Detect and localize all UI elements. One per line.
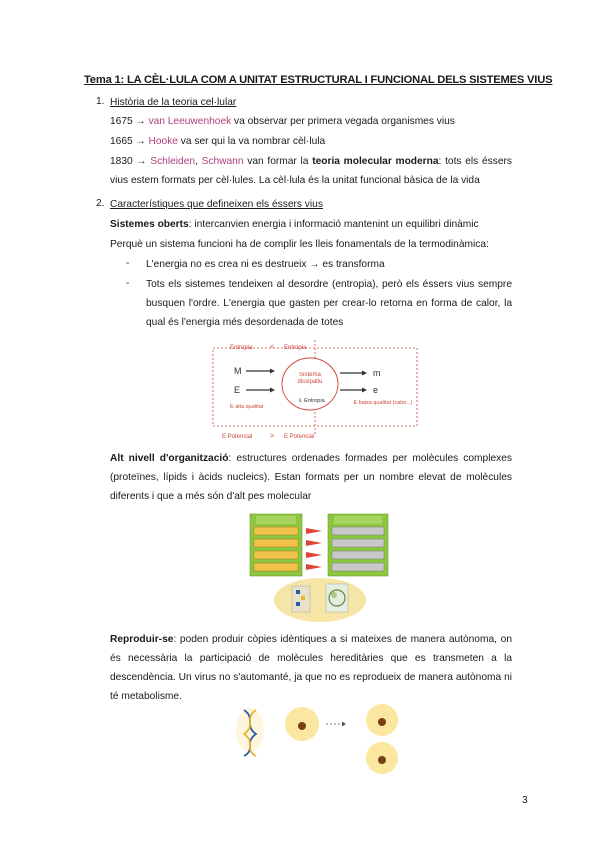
name-separator: ,: [195, 156, 202, 167]
bullet-marker-2: -: [126, 278, 130, 289]
leeuwenhoek-name: van Leeuwenhoek: [148, 116, 232, 127]
bullet-energy: L'energia no es crea ni es destrueix → es transforma: [146, 259, 385, 270]
potential-left-label: E Potencial: [222, 434, 253, 440]
open-systems-paragraph: [110, 218, 479, 232]
arrow-3: [306, 552, 322, 558]
low-quality-label: E baixa qualitat (calor...): [353, 400, 413, 406]
dissipative-system-label-box: [286, 372, 334, 392]
history-line-1-text: va observar per primera vegada organismes vius: [231, 116, 455, 127]
parent-nucleus: [298, 722, 306, 730]
section-1-number: 1.: [96, 96, 105, 107]
dna-block-1: [296, 590, 300, 594]
macromolecule-row-3: [332, 551, 384, 559]
high-quality-label: E alta qualitat: [230, 404, 264, 410]
thermo-intro: Perquè un sistema funcioni ha de complir les lleis fonamentals de la termodinàmica:: [110, 239, 489, 250]
macromolecule-ellipse: [274, 578, 366, 622]
macromolecule-row-1: [332, 527, 384, 535]
organization-term: Alt nivell d'organització: [110, 453, 229, 464]
page-title: Tema 1: LA CÈL·LULA COM A UNITAT ESTRUCTURAL I FUNCIONAL DELS SISTEMES VIUS: [84, 74, 553, 86]
history-line-3: [110, 152, 512, 190]
section-2-heading: Característiques que defineixen els éssers vius: [110, 199, 323, 210]
schleiden-name: Schleiden: [150, 156, 196, 167]
history-line-3-mid: van formar la: [243, 156, 313, 167]
bullet-entropy: Tots els sistemes tendeixen al desordre (entropia), però els éssers vius sempre busquen l'ordre. L'energia que gasten per crear-lo retorna en forma de calor, la qual és l'energia més desordenada de totes: [146, 279, 512, 328]
reproduction-term: Reproduir-se: [110, 634, 174, 645]
reproduction-text: : poden produir còpies idèntiques a si mateixes de manera autònoma, on és necessària la participació de molècules hereditàries que es transmeten a la descendència. Un virus no s'automanté, ja que no es reprodueix de manera autònoma ni té metabolisme.: [110, 634, 512, 702]
energy-in-label: E: [234, 385, 241, 395]
bullet-marker-1: -: [126, 258, 130, 269]
entropy-left-label: Entropia: [230, 345, 253, 351]
year-1665: 1665 →: [110, 136, 149, 147]
cell-theory-term: teoria molecular moderna: [312, 156, 439, 167]
molecular-organization-figure: [248, 512, 392, 624]
protein-domain: [331, 592, 337, 598]
dna-block-2: [301, 596, 305, 600]
division-arrowhead: [342, 722, 346, 727]
daughter-nucleus-1: [378, 718, 386, 726]
entropy-decrease-label: ⇓ Entropia: [298, 398, 325, 404]
macromolecule-row-2: [332, 539, 384, 547]
year-1675: 1675 →: [110, 116, 149, 127]
page-number: 3: [522, 795, 528, 806]
small-molecule-row-2: [254, 539, 298, 547]
history-line-1: [110, 115, 455, 129]
greater-than-sign: >: [270, 433, 275, 440]
less-than-sign: <: [270, 344, 275, 351]
history-line-3-text: : tots els éssers vius estem formats per cèl·lules. La cèl·lula és la unitat funcional bàsica de la vida: [110, 156, 512, 186]
arrow-4: [306, 564, 322, 570]
reproduction-paragraph: [110, 630, 512, 706]
organization-paragraph: [110, 449, 512, 506]
low-quality-label-box: [352, 400, 414, 418]
entropy-right-label: Entropia: [284, 345, 307, 351]
small-molecules-header: [256, 516, 296, 524]
open-systems-text: : intercanvien energia i informació mantenint un equilibri dinàmic: [188, 219, 479, 230]
arrow-2: [306, 540, 322, 546]
energy-out-label: e: [373, 385, 379, 395]
history-line-2-text: va ser qui la va nombrar cèl·lula: [177, 136, 326, 147]
history-line-2: [110, 135, 325, 149]
dissipative-system-label: Sistema dissipatiu: [297, 372, 323, 385]
small-molecule-row-3: [254, 551, 298, 559]
matter-out-label: m: [373, 368, 381, 378]
organization-text: : estructures ordenades formades per molècules complexes (proteïnes, lípids i àcids nucleics). Estan formats per un nombre elevat de molècules diferents i que a més són d'alt pes molecular: [110, 453, 512, 502]
year-1830: 1830 →: [110, 156, 151, 167]
section-1-heading: Història de la teoria cel·lular: [110, 97, 237, 108]
matter-in-label: M: [234, 366, 242, 376]
potential-right-label: E Potencial: [284, 434, 315, 440]
dna-block-3: [296, 602, 300, 606]
small-molecule-row-4: [254, 563, 298, 571]
cell-division-figure: [232, 700, 404, 778]
arrow-1: [306, 528, 322, 534]
schwann-name: Schwann: [201, 156, 244, 167]
small-molecule-row-1: [254, 527, 298, 535]
dissipative-system-diagram: [212, 340, 418, 442]
macromolecule-row-4: [332, 563, 384, 571]
hooke-name: Hooke: [148, 136, 178, 147]
macromolecules-header: [334, 516, 382, 524]
open-systems-term: Sistemes oberts: [110, 219, 189, 230]
daughter-nucleus-2: [378, 756, 386, 764]
section-2-number: 2.: [96, 198, 105, 209]
